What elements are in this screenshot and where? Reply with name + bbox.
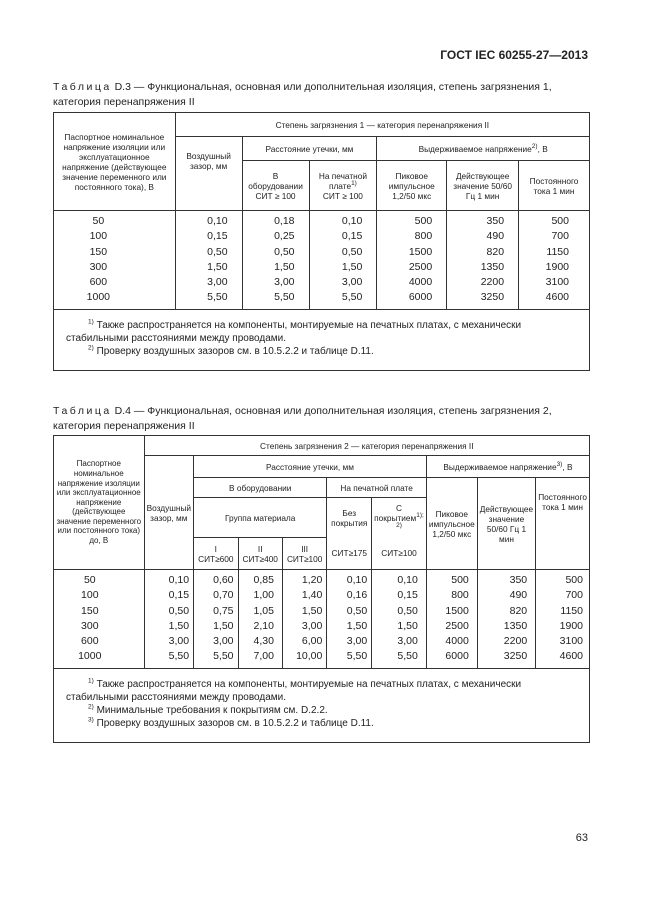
header-impulse: Пиковое импульсное 1,2/50 мкс <box>426 478 477 570</box>
table-cell: 100 <box>81 589 99 602</box>
table-cell: 1,05 <box>253 604 274 617</box>
table-cell: 700 <box>551 230 569 243</box>
header-in-equipment: В оборудовании <box>194 478 327 498</box>
header-withstand: Выдерживаемое напряжение$^{2)}$, В <box>377 137 590 161</box>
col-rated <box>54 570 145 669</box>
footnote-1: $^{1)}$ Также распространяется на компоненты, монтируемые на печатных платах, с механически стабильными расстояниями между проводами. <box>66 318 522 344</box>
table-cell: 0,75 <box>213 604 234 617</box>
table-cell: 4600 <box>559 650 583 663</box>
table-cell: 3,00 <box>346 635 368 648</box>
header-clearance: Воздушный зазор, мм <box>175 137 242 211</box>
header-creepage: Расстояние утечки, мм <box>194 456 427 478</box>
table-cell: 500 <box>451 574 469 586</box>
header-ac-rms: Действующее значение 50/60 Гц 1 мин <box>447 161 519 211</box>
table-cell: 600 <box>89 276 108 289</box>
table-cell: 0,50 <box>346 604 368 617</box>
col-material-iii <box>282 570 326 669</box>
col-clearance <box>144 570 194 669</box>
table-cell: 1900 <box>559 619 583 632</box>
table-cell: 3,00 <box>274 276 295 289</box>
header-withstand: Выдерживаемое напряжение$^{3)}$, В <box>426 456 589 478</box>
table-cell: 0,50 <box>168 604 190 617</box>
col-impulse <box>377 211 447 310</box>
table-cell: 3250 <box>480 291 505 304</box>
table-cell: 6,00 <box>301 635 323 648</box>
table-cell: 0,15 <box>207 230 228 243</box>
header-on-pcb: На печатной плате$^{1)}$ СИТ ≥ 100 <box>309 161 377 211</box>
col-material-i <box>194 570 238 669</box>
table-cell: 0,15 <box>168 589 190 602</box>
table-cell: 350 <box>486 215 505 227</box>
col-clearance <box>175 211 242 310</box>
table-d3-caption <box>53 80 593 110</box>
table-cell: 2200 <box>503 635 528 648</box>
table-cell: 490 <box>509 589 528 602</box>
table-d3 <box>53 112 590 371</box>
col-impulse <box>426 570 477 669</box>
table-cell: 820 <box>486 245 505 258</box>
col-ac <box>477 570 535 669</box>
table-d3-data <box>54 211 590 310</box>
header-material-group: Группа материала <box>194 498 327 538</box>
table-cell: 150 <box>89 245 108 258</box>
col-ac <box>447 211 519 310</box>
col-rated <box>54 211 176 310</box>
table-cell: 3,00 <box>213 635 234 648</box>
caption-prefix: Таблица <box>53 81 112 93</box>
col-creepage-equipment <box>242 211 309 310</box>
table-cell: 3250 <box>503 650 528 663</box>
caption-text: — Функциональная, основная или дополнительная изоляция, степень загрязнения 2, категория перенапряжения II <box>53 405 552 432</box>
table-cell: 1500 <box>445 604 469 617</box>
table-cell: 1000 <box>78 650 102 663</box>
table-cell: 6000 <box>408 291 433 304</box>
table-cell: 1,50 <box>213 619 234 632</box>
header-cti-100: СИТ≥100 <box>372 538 427 570</box>
table-cell: 3,00 <box>207 276 228 289</box>
table-cell: 700 <box>565 589 583 602</box>
footnote-2: $^{2)}$ Проверку воздушных зазоров см. в 10.5.2.2 и таблице D.11. <box>88 344 374 357</box>
caption-prefix: Таблица <box>53 405 112 417</box>
col-creepage-pcb <box>309 211 377 310</box>
col-coated <box>372 570 427 669</box>
table-cell: 1,50 <box>341 260 363 273</box>
table-cell: 800 <box>451 589 469 602</box>
col-material-ii <box>238 570 282 669</box>
table-cell: 3,00 <box>341 276 363 289</box>
table-cell: 150 <box>81 604 99 617</box>
table-cell: 50 <box>83 574 96 586</box>
table-cell: 5,50 <box>168 650 190 663</box>
table-cell: 2,10 <box>253 619 274 632</box>
table-cell: 500 <box>551 215 569 227</box>
table-cell: 0,50 <box>341 245 363 258</box>
table-cell: 1,50 <box>274 260 295 273</box>
table-cell: 10,00 <box>296 650 323 663</box>
table-cell: 800 <box>414 230 433 243</box>
table-cell: 0,15 <box>397 589 418 602</box>
table-d4 <box>53 435 590 743</box>
table-cell: 3100 <box>545 276 569 289</box>
table-cell: 1,50 <box>168 619 190 632</box>
table-cell: 0,18 <box>274 215 295 227</box>
caption-number: D.4 <box>114 405 131 417</box>
header-coated: С покрытием$^{1); 2)}$ <box>372 498 427 538</box>
table-cell: 300 <box>81 619 99 632</box>
header-material-iii: III СИТ≥100 <box>282 538 326 570</box>
table-cell: 4000 <box>445 635 469 648</box>
table-cell: 2200 <box>480 276 505 289</box>
table-cell: 1,00 <box>253 589 274 602</box>
table-cell: 1350 <box>503 619 528 632</box>
header-pollution-group: Степень загрязнения 2 — категория перенапряжения II <box>144 436 589 456</box>
page-number: 63 <box>575 832 588 844</box>
table-cell: 1,20 <box>301 574 323 586</box>
table-cell: 1,50 <box>301 604 323 617</box>
table-cell: 0,10 <box>397 574 418 586</box>
header-uncoated: Без покрытия <box>327 498 372 538</box>
table-cell: 0,10 <box>168 574 190 586</box>
table-cell: 0,85 <box>253 574 274 586</box>
footnote-3: $^{3)}$ Проверку воздушных зазоров см. в 10.5.2.2 и таблице D.11. <box>88 716 374 729</box>
table-cell: 3,00 <box>301 619 323 632</box>
table-cell: 4000 <box>408 276 433 289</box>
table-cell: 0,50 <box>397 604 418 617</box>
table-cell: 1900 <box>545 260 569 273</box>
table-cell: 1,50 <box>346 619 368 632</box>
table-cell: 5,50 <box>207 291 228 304</box>
table-cell: 300 <box>89 260 108 273</box>
table-cell: 4600 <box>545 291 569 304</box>
table-cell: 0,16 <box>346 589 368 602</box>
header-rated-voltage: Паспортное номинальное напряжение изоляции или эксплуатационное напряжение (действующее значение переменного или постоянного тока) до, В <box>54 436 145 570</box>
footnote-2: $^{2)}$ Минимальные требования к покрытиям см. D.2.2. <box>88 703 328 716</box>
table-cell: 0,60 <box>213 574 234 586</box>
col-dc <box>536 570 590 669</box>
table-cell: 0,10 <box>346 574 368 586</box>
table-cell: 500 <box>414 215 433 227</box>
table-cell: 1350 <box>480 260 505 273</box>
table-cell: 490 <box>486 230 505 243</box>
footnote-1: $^{1)}$ Также распространяется на компоненты, монтируемые на печатных платах, с механически стабильными расстояниями между проводами. <box>66 677 522 703</box>
table-cell: 5,50 <box>274 291 295 304</box>
table-cell: 7,00 <box>253 650 274 663</box>
table-cell: 0,15 <box>341 230 363 243</box>
table-cell: 6000 <box>445 650 469 663</box>
table-cell: 0,25 <box>274 230 295 243</box>
caption-number: D.3 <box>114 81 131 93</box>
table-cell: 600 <box>81 635 99 648</box>
table-cell: 5,50 <box>213 650 234 663</box>
table-cell: 1500 <box>408 245 433 258</box>
table-cell: 1,50 <box>207 260 228 273</box>
table-cell: 3,00 <box>168 635 190 648</box>
table-cell: 0,50 <box>274 245 295 258</box>
table-cell: 1150 <box>560 604 583 617</box>
header-dc: Постоянного тока 1 мин <box>519 161 590 211</box>
header-material-i: I СИТ≥600 <box>194 538 238 570</box>
header-impulse: Пиковое импульсное 1,2/50 мкс <box>377 161 447 211</box>
table-cell: 0,10 <box>341 215 363 227</box>
table-cell: 0,10 <box>207 215 228 227</box>
table-cell: 4,30 <box>253 635 274 648</box>
header-rated-voltage: Паспортное номинальное напряжение изоляции или эксплуатационное напряжение (действующее значение переменного или постоянного тока), В <box>54 113 176 211</box>
table-cell: 3100 <box>559 635 583 648</box>
table-d4-caption <box>53 404 593 434</box>
table-d4-data <box>54 570 590 669</box>
table-cell: 5,50 <box>346 650 368 663</box>
header-pollution-group: Степень загрязнения 1 — категория перенапряжения II <box>175 113 589 137</box>
header-ac-rms: Действующее значение 50/60 Гц 1 мин <box>477 478 535 570</box>
table-cell: 500 <box>565 574 583 586</box>
col-uncoated <box>327 570 372 669</box>
header-in-equipment: В оборудовании СИТ ≥ 100 <box>242 161 309 211</box>
table-cell: 5,50 <box>397 650 418 663</box>
header-cti-175: СИТ≥175 <box>327 538 372 570</box>
header-clearance: Воздушный зазор, мм <box>144 456 194 570</box>
table-cell: 50 <box>92 215 105 227</box>
table-cell: 1150 <box>546 245 569 258</box>
header-dc: Постоянного тока 1 мин <box>536 478 590 570</box>
table-cell: 2500 <box>408 260 433 273</box>
header-on-pcb: На печатной плате <box>327 478 426 498</box>
table-d4-notes <box>54 668 590 742</box>
table-cell: 100 <box>89 230 108 243</box>
table-cell: 0,50 <box>207 245 228 258</box>
caption-text: — Функциональная, основная или дополнительная изоляция, степень загрязнения 1, категория перенапряжения II <box>53 81 552 108</box>
header-material-ii: II СИТ≥400 <box>238 538 282 570</box>
table-d3-notes <box>54 309 590 370</box>
table-cell: 1,40 <box>301 589 323 602</box>
table-cell: 1,50 <box>397 619 418 632</box>
table-cell: 0,70 <box>213 589 234 602</box>
table-cell: 350 <box>509 574 528 586</box>
table-cell: 2500 <box>445 619 469 632</box>
table-cell: 820 <box>509 604 528 617</box>
header-creepage: Расстояние утечки, мм <box>242 137 377 161</box>
col-dc <box>519 211 590 310</box>
table-cell: 3,00 <box>397 635 418 648</box>
table-cell: 5,50 <box>341 291 363 304</box>
table-cell: 1000 <box>86 291 111 304</box>
document-code: ГОСТ IEC 60255-27—2013 <box>440 48 588 62</box>
